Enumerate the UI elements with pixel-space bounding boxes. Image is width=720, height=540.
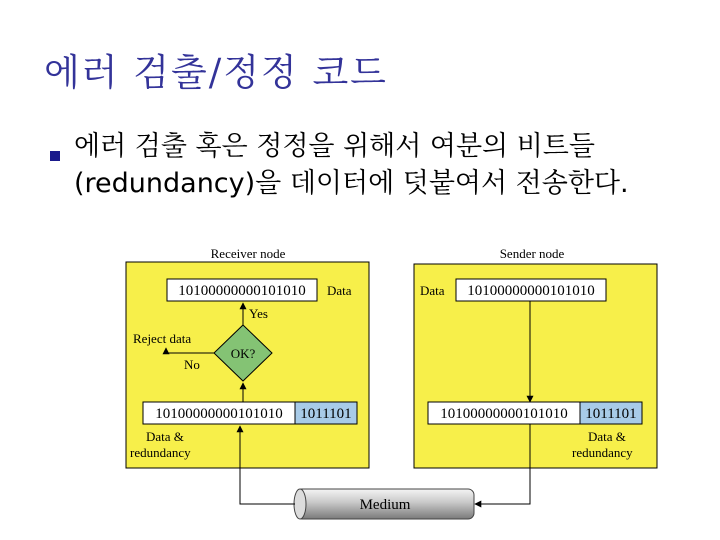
- bullet-text: 에러 검출 혹은 정정을 위해서 여분의 비트들(redundancy)을 데이터에 덧붙여서 전송한다.: [74, 131, 629, 199]
- sender-redundancy-bits: 1011101: [585, 406, 637, 422]
- sender-dr-line2: redundancy: [572, 445, 633, 460]
- receiver-combined-bits: 10100000000101010: [155, 406, 283, 422]
- medium-pipe-end: [294, 489, 306, 519]
- receiver-title: Receiver node: [210, 246, 286, 261]
- sender-data-bits: 10100000000101010: [467, 283, 595, 299]
- yes-label: Yes: [249, 306, 268, 321]
- receiver-dr-line2: redundancy: [130, 445, 191, 460]
- receiver-data-bits: 10100000000101010: [178, 283, 306, 299]
- receiver-data-label: Data: [327, 283, 352, 298]
- sender-data-label: Data: [420, 283, 445, 298]
- slide-title: 에러 검출/정정 코드: [44, 51, 388, 94]
- no-label: No: [184, 357, 200, 372]
- reject-label: Reject data: [133, 331, 192, 346]
- sender-dr-line1: Data &: [588, 429, 626, 444]
- sender-title: Sender node: [499, 246, 565, 261]
- medium-label: Medium: [359, 497, 411, 513]
- receiver-dr-line1: Data &: [146, 429, 184, 444]
- sender-combined-bits: 10100000000101010: [440, 406, 568, 422]
- receiver-redundancy-bits: 1011101: [300, 406, 352, 422]
- ok-check-label: OK?: [230, 346, 256, 361]
